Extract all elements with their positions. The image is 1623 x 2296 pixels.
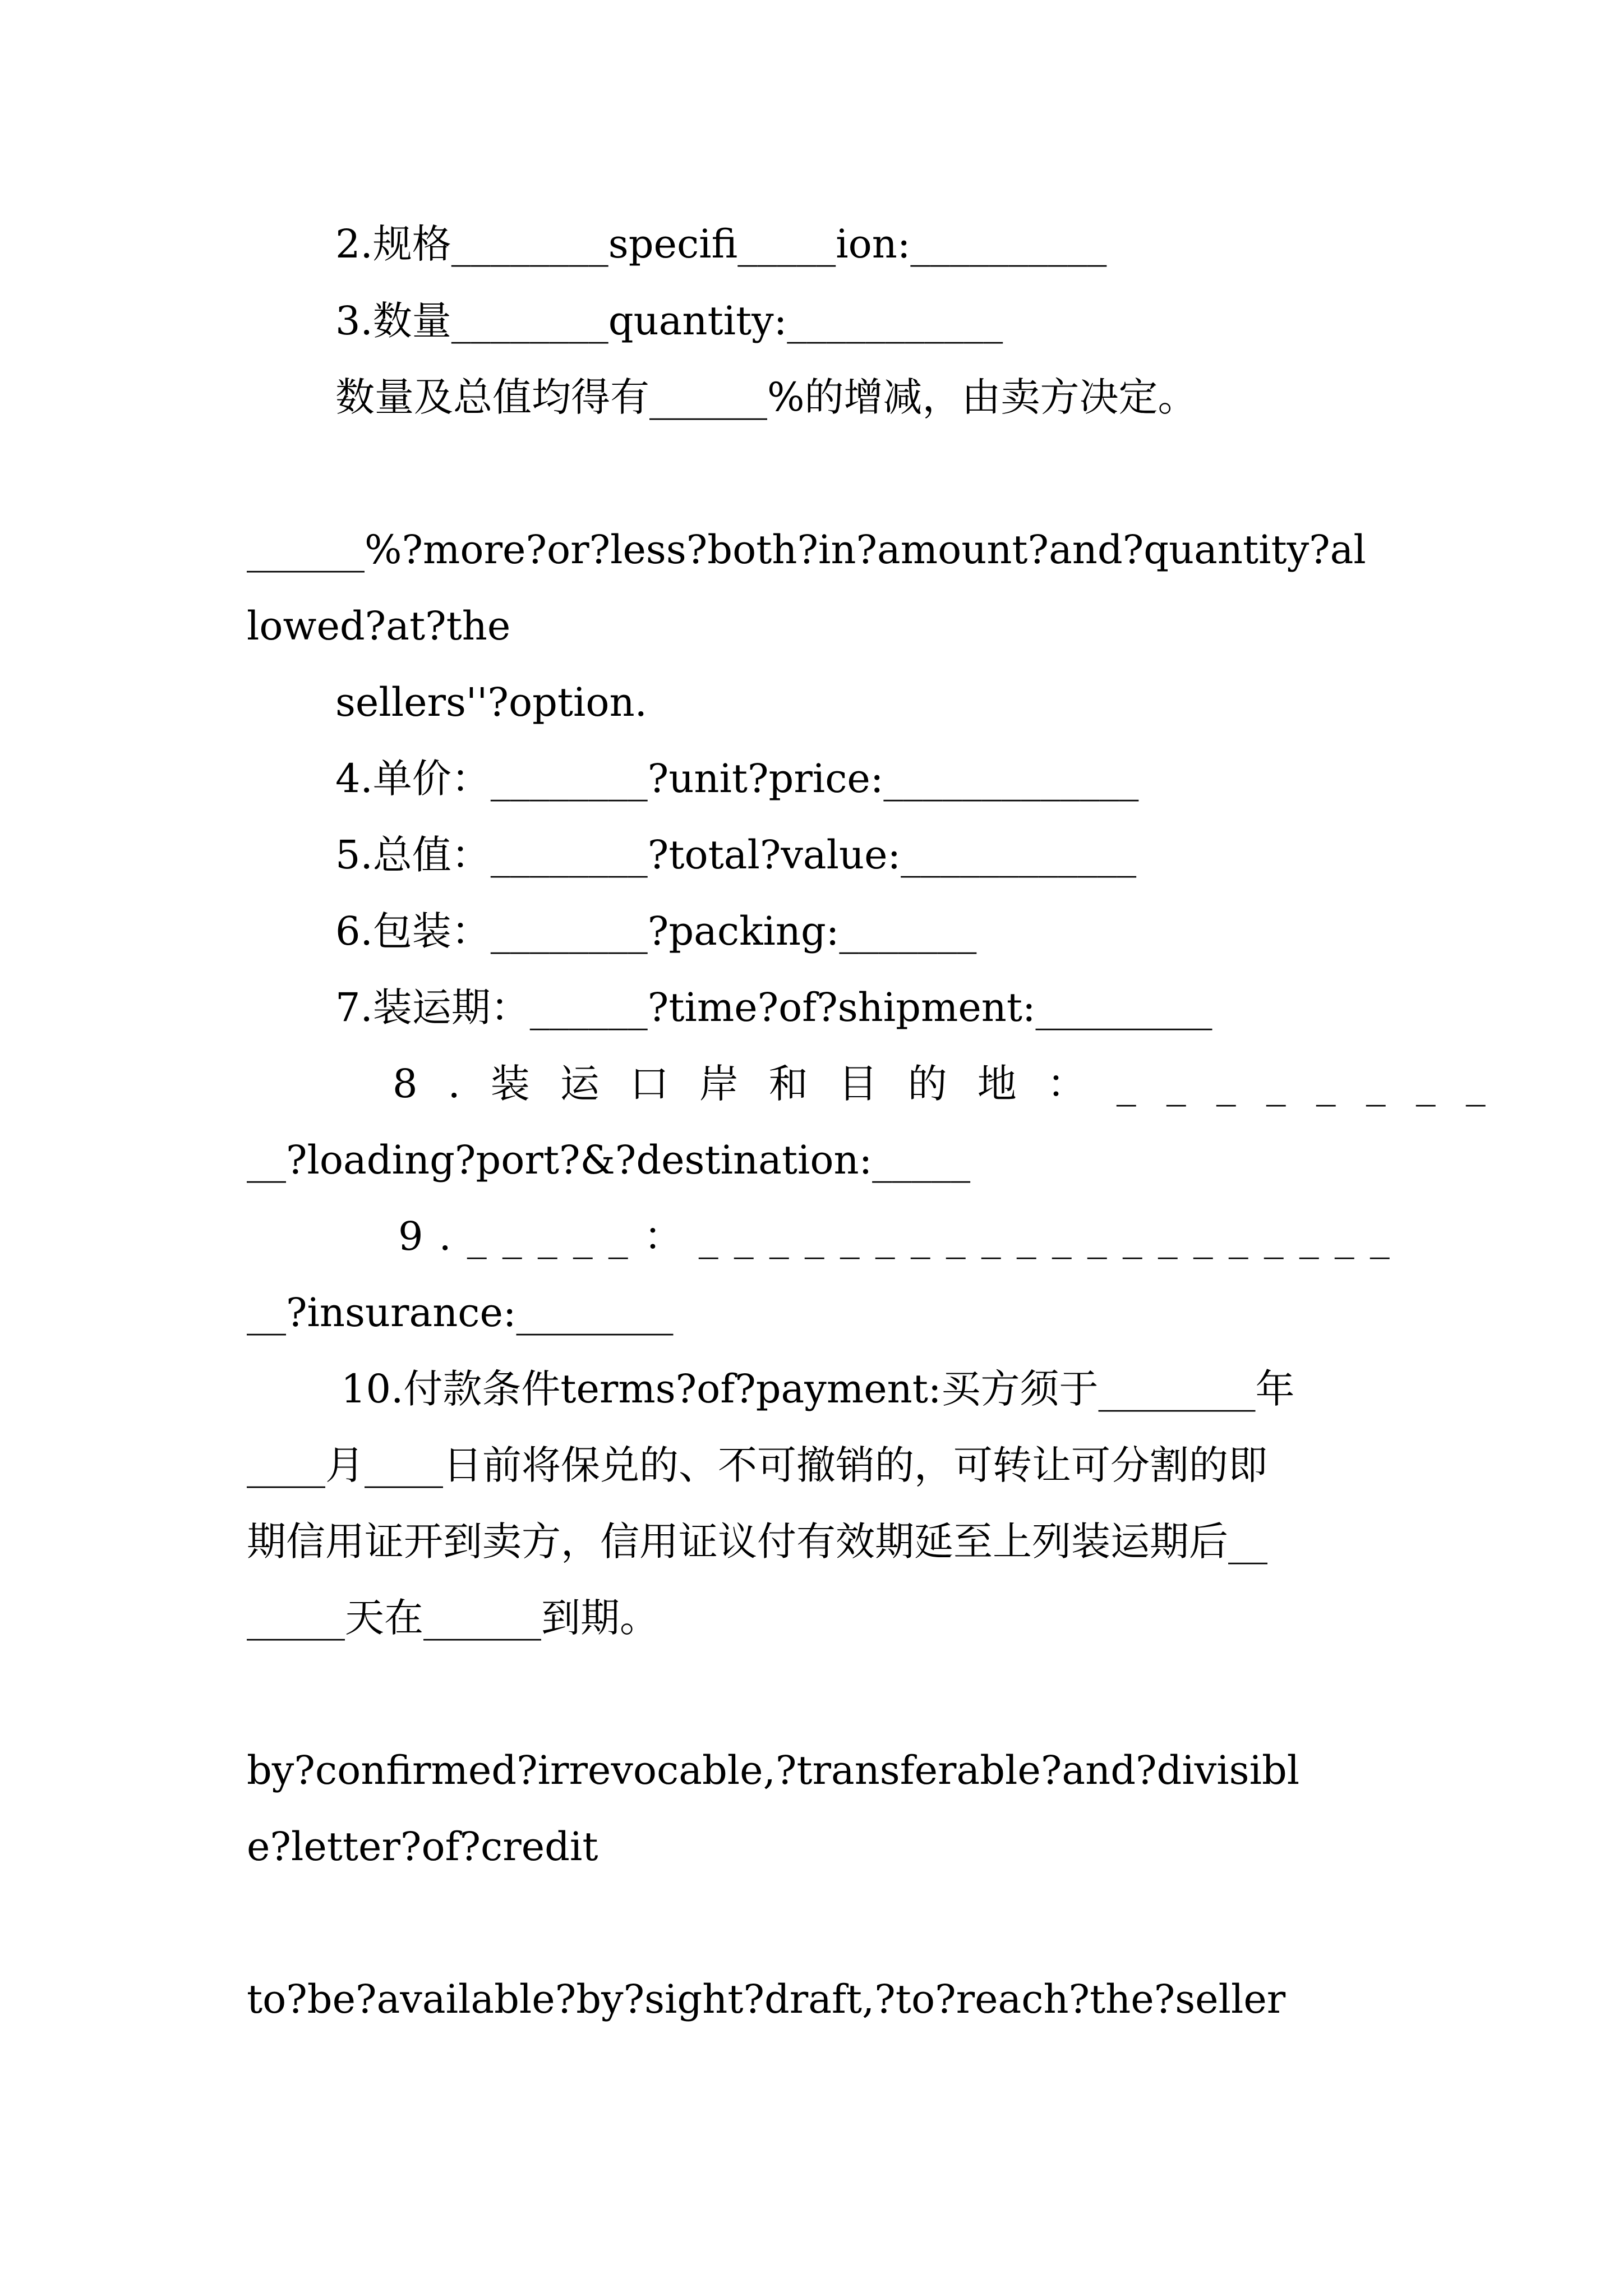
item-9-insurance-en: __?insurance:________ xyxy=(247,1290,674,1336)
payment-terms-en-1: by?confirmed?irrevocable,?transferable?and?divisibl xyxy=(247,1747,1300,1793)
quantity-tolerance-cn: 数量及总值均得有______%的增减，由卖方决定。 xyxy=(335,374,1197,420)
item-7-time-of-shipment: 7.装运期：______?time?of?shipment:_________ xyxy=(335,984,1212,1030)
item-2-specification: 2.规格________specifi_____ion:__________ xyxy=(335,221,1107,267)
item-8-loading-port-en: __?loading?port?&?destination:_____ xyxy=(247,1137,971,1183)
item-4-unit-price: 4.单价：________?unit?price:_____________ xyxy=(335,756,1139,802)
item-3-quantity: 3.数量________quantity:___________ xyxy=(335,298,1003,344)
item-5-total-value: 5.总值：________?total?value:____________ xyxy=(335,832,1137,878)
quantity-tolerance-en-2: lowed?at?the xyxy=(247,603,511,649)
item-9-insurance: 9._____：____________________ xyxy=(398,1213,1405,1259)
quantity-tolerance-en-3: sellers''?option. xyxy=(335,679,647,725)
payment-terms-cn-3: 期信用证开到卖方，信用证议付有效期延至上列装运期后__ xyxy=(247,1519,1267,1565)
payment-terms-en-3: to?be?available?by?sight?draft,?to?reach?the?seller xyxy=(247,1976,1286,2022)
payment-terms-cn-4: _____天在______到期。 xyxy=(247,1595,659,1641)
item-6-packing: 6.包装：________?packing:_______ xyxy=(335,908,977,954)
item-10-payment-terms: 10.付款条件terms?of?payment:买方须于________年 xyxy=(341,1366,1295,1412)
item-8-loading-port: 8.装运口岸和目的地：________ xyxy=(393,1061,1516,1107)
quantity-tolerance-en-1: ______%?more?or?less?both?in?amount?and?quantity?al xyxy=(247,527,1366,573)
payment-terms-en-2: e?letter?of?credit xyxy=(247,1824,598,1870)
payment-terms-cn-2: ____月____日前将保兑的、不可撤销的，可转让可分割的即 xyxy=(247,1442,1267,1488)
